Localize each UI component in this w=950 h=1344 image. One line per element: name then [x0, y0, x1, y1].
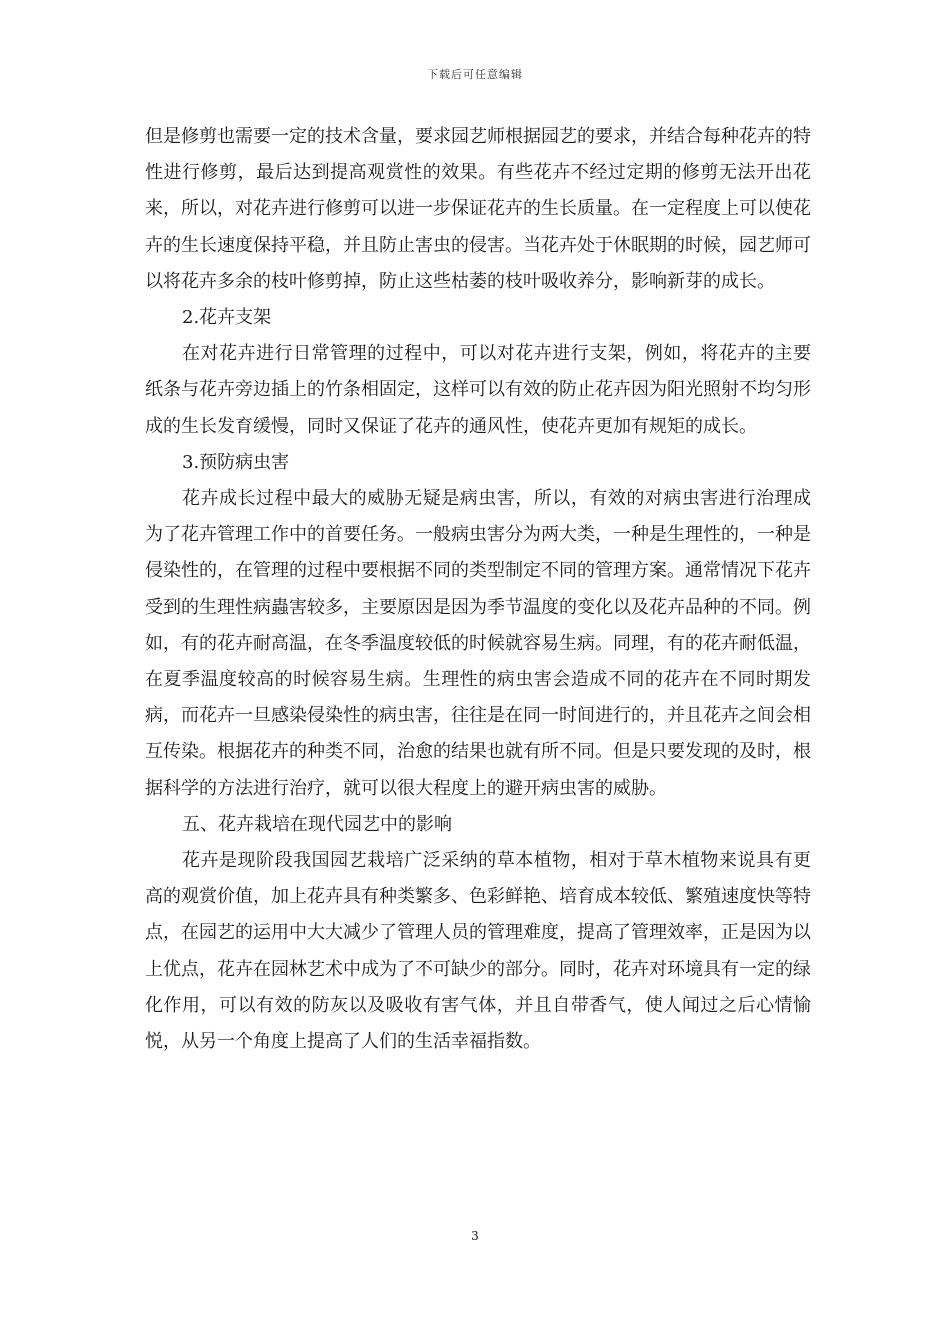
text-line: 病。同理，有的花卉耐低温，在夏季温度较高的时候容易生病。生理性的病虫	[145, 632, 811, 691]
text-line: 带香气，使人闻过之后心情愉悦，从另一个角度上提高了人们的生活幸福指数。	[145, 994, 811, 1053]
text-line: 通常情况下花卉受到的生理性病蟲害较多，主要原因是因为季节温度的变化以	[145, 560, 811, 618]
text-line: 定程度上可以使花卉的生长速度保持平稳，并且防止害虫的侵害。当花卉处于	[145, 198, 811, 256]
text-line: 花卉成长过程中最大的威胁无疑是病虫害，所以，有效的对病虫害进行治	[182, 488, 775, 510]
text-line: 休眠期的时候，园艺师可以将花卉多余的枝叶修剪掉，防止这些枯萎的枝叶吸	[145, 234, 811, 292]
text-line: 速度快等特点，在园艺的运用中大大减少了管理人员的管理难度，提高了管理	[145, 886, 811, 944]
text-line: 理成为了花卉管理工作中的首要任务。一般病虫害分为两大类，一种是生理性	[145, 488, 811, 546]
paragraph-pest-prevention	[145, 481, 811, 807]
section-heading-influence	[145, 807, 811, 843]
paragraph-support	[145, 336, 811, 445]
text-line: 的结果也就有所不同。但是只要发现的及时，根据科学的方法进行治疗，就可	[145, 741, 811, 799]
text-line: 是在同一时间进行的，并且花卉之间会相互传染。根据花卉的种类不同，治愈	[145, 705, 811, 763]
section-heading-support	[145, 300, 811, 336]
paragraph-influence	[145, 843, 811, 1060]
heading-text: 2.花卉支架	[182, 307, 272, 329]
text-line: 有更高的观赏价值，加上花卉具有种类繁多、色彩鲜艳、培育成本较低、繁殖	[145, 850, 811, 908]
text-line: 花卉对环境具有一定的绿化作用，可以有效的防灰以及吸收有害气体，并且自	[145, 958, 811, 1016]
text-line: 在对花卉进行日常管理的过程中，可以对花卉进行支架，例如，将花卉的	[182, 343, 775, 365]
page-number: 3	[471, 1229, 479, 1243]
paragraph-pruning	[145, 119, 811, 300]
text-line: 以很大程度上的避开病虫害的威胁。	[379, 777, 667, 799]
text-line: 但是修剪也需要一定的技术含量，要求园艺师根据园艺的要求，并结合每种花	[145, 126, 757, 147]
text-line: 主要纸条与花卉旁边插上的竹条相固定，这样可以有效的防止花卉因为阳光照	[145, 343, 811, 401]
text-line: 矩的成长。	[667, 415, 757, 437]
heading-text: 五、花卉栽培在现代园艺中的影响	[182, 813, 452, 835]
text-line: 卉的特性进行修剪，最后达到提高观赏性的效果。有些花卉不经过定期的修剪	[145, 126, 811, 184]
heading-text: 3.预防病虫害	[182, 451, 290, 473]
text-line: 花卉是现阶段我国园艺栽培广泛采纳的草本植物，相对于草木植物来说具	[182, 850, 775, 872]
section-heading-pest-prevention	[145, 445, 811, 481]
text-line: 的，一种是侵染性的，在管理的过程中要根据不同的类型制定不同的管理方案。	[145, 524, 811, 582]
text-line: 效率，正是因为以上优点，花卉在园林艺术中成为了不可缺少的部分。同时，	[145, 922, 811, 980]
text-line: 收养分，影响新芽的成长。	[559, 270, 775, 292]
text-line: 无法开出花来，所以，对花卉进行修剪可以进一步保证花卉的生长质量。在一	[145, 162, 812, 220]
text-line: 及花卉品种的不同。例如，有的花卉耐高温，在冬季温度较低的时候就容易生	[145, 596, 811, 654]
document-body	[145, 119, 811, 1060]
text-line: 射不均匀形成的生长发育缓慢，同时又保证了花卉的通风性，使花卉更加有规	[145, 379, 811, 437]
text-line: 害会造成不同的花卉在不同时期发病，而花卉一旦感染侵染性的病虫害，往往	[145, 669, 812, 727]
page-header: 下载后可任意编辑	[427, 68, 523, 81]
